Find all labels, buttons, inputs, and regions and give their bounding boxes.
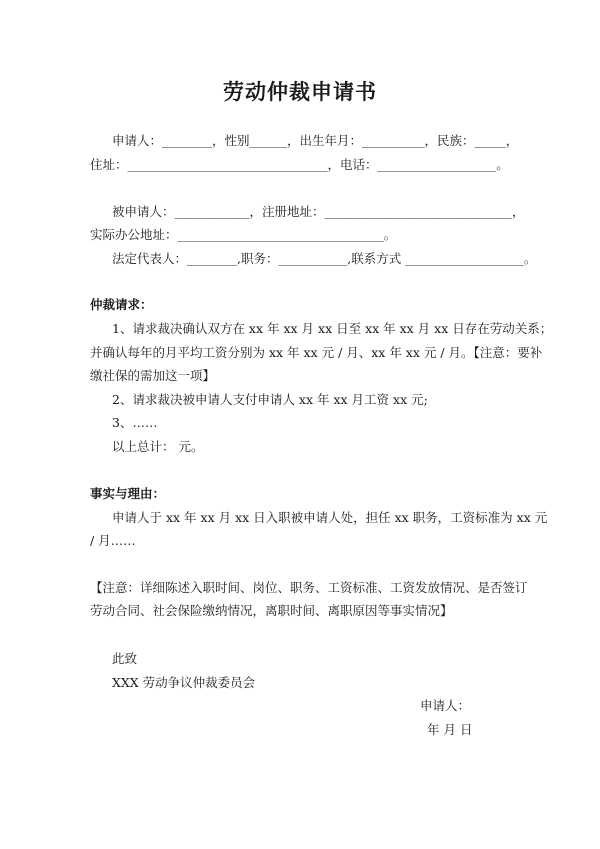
respondent-line-1: 被申请人：____________，注册地址：______________________________， <box>112 204 525 219</box>
date-line: 年 月 日 <box>427 722 473 737</box>
claim-1-line-3: 缴社保的需加这一项】 <box>90 368 216 383</box>
document-title: 劳动仲裁申请书 <box>223 80 377 104</box>
facts-line-1: 申请人于 xx 年 xx 月 xx 日入职被申请人处，担任 xx 职务，工资标准为 xx 元 <box>112 510 548 525</box>
note-line-2: 劳动合同、社会保险缴纳情况，离职时间、离职原因等事实情况】 <box>90 603 453 618</box>
claims-total: 以上总计： 元。 <box>112 439 204 454</box>
closing-salutation: 此致 <box>112 651 138 666</box>
claim-1-line-2: 并确认每年的月平均工资分别为 xx 年 xx 元 / 月、xx 年 xx 元 / 月。【注意：要补 <box>90 345 543 360</box>
claim-3: 3、…… <box>112 415 158 430</box>
claims-heading: 仲裁请求： <box>90 297 153 312</box>
claim-2: 2、请求裁决被申请人支付申请人 xx 年 xx 月工资 xx 元; <box>112 392 428 407</box>
applicant-line-2: 住址：________________________________，电话：___________________。 <box>90 157 509 172</box>
signature-label: 申请人： <box>420 698 471 713</box>
note-line-1: 【注意：详细陈述入职时间、岗位、职务、工资标准、工资发放情况、是否签订 <box>90 580 528 595</box>
facts-heading: 事实与理由： <box>90 486 166 501</box>
respondent-line-3: 法定代表人：________,职务：___________,联系方式 ___________________。 <box>112 251 537 266</box>
arbitration-committee: XXX 劳动争议仲裁委员会 <box>112 675 256 690</box>
facts-line-2: / 月…… <box>90 533 136 548</box>
respondent-line-2: 实际办公地址：_________________________________。 <box>90 227 397 242</box>
applicant-line-1: 申请人：________，性别______，出生年月：__________，民族：_____， <box>112 133 519 148</box>
claim-1-line-1: 1、请求裁决确认双方在 xx 年 xx 月 xx 日至 xx 年 xx 月 xx 日存在劳动关系； <box>112 321 553 336</box>
